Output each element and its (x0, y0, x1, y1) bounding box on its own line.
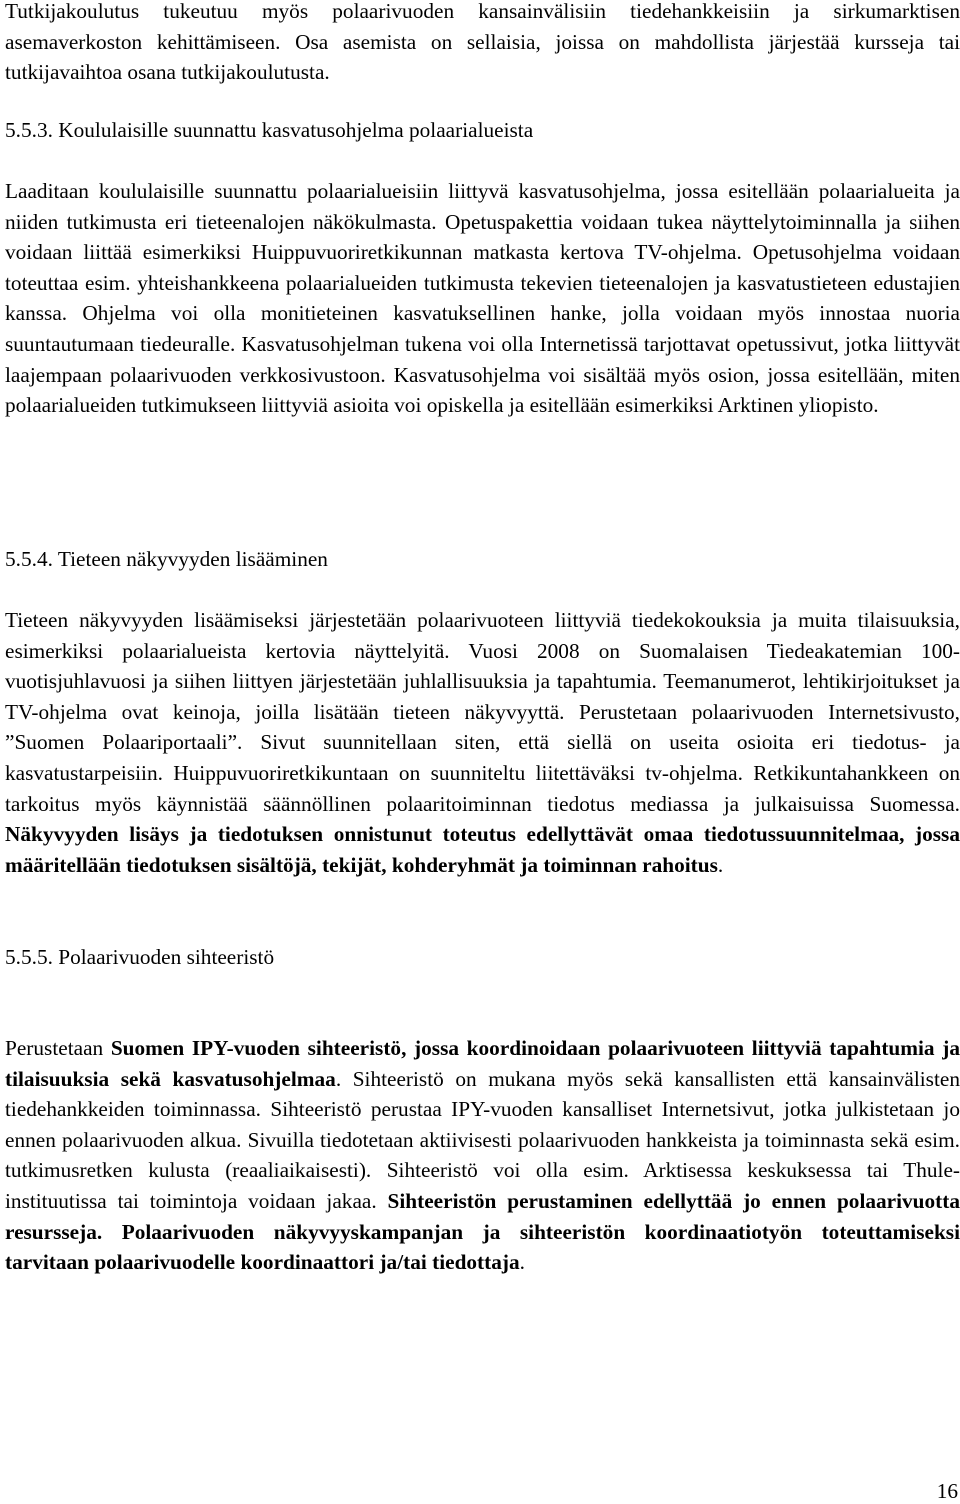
section-heading-5-5-4: 5.5.4. Tieteen näkyvyyden lisääminen (5, 547, 328, 571)
paragraph-end: . (519, 1250, 525, 1275)
section-paragraph-5-5-3: Laaditaan koululaisille suunnattu polaarialueisiin liittyvä kasvatusohjelma, jossa esitellään polaarialueita ja niiden tutkimusta eri tieteenalojen näkökulmasta. Opetuspakettia voidaan tukea näyttelytoiminnalla ja siihen voidaan liittää esimerkiksi Huippuvuoriretkikunnan matkasta kertova TV-ohjelma. Opetusohjelma voidaan toteuttaa esim. yhteishankkeena polaarialueiden tutkimusta tekevien tieteenalojen ja kasvatustieteen edustajien kanssa. Ohjelma voi olla monitieteinen kasvatuksellinen hanke, jolla voidaan myös innostaa nuoria suuntautumaan tiedeuralle. Kasvatusohjelman tukena voi olla Internetissä tarjottavat opetussivut, jotka liittyvät laajempaan polaarivuoden verkkosivustoon. Kasvatusohjelma voi sisältää myös osion, jossa esitellään, miten polaarialueiden tutkimukseen liittyviä asioita voi opiskella ja esitellään esimerkiksi Arktinen yliopisto. (5, 179, 960, 418)
page-number: 16 (936, 1479, 958, 1503)
bold-statement-2: Sihteeristön perustaminen edellyttää jo ennen polaarivuotta resursseja. Polaarivuoden näkyvyyskampanjan ja sihteeristön koordinaatiotyön toteuttamiseksi tarvitaan polaarivuodelle koordinaattori ja/tai tiedottaja (5, 1188, 960, 1275)
section-paragraph-5-5-5 (5, 1033, 960, 1278)
bold-statement-1: Suomen IPY-vuoden sihteeristö, jossa koordinoidaan polaarivuoteen liittyviä tapahtumia ja tilaisuuksia sekä kasvatusohjelmaa (5, 1036, 960, 1091)
intro-paragraph: Tutkijakoulutus tukeutuu myös polaarivuoden kansainvälisiin tiedehankkeisiin ja sirkumarktisen asemaverkoston kehittämiseen. Osa asemista on sellaisia, joissa on mahdollista järjestää kursseja tai tutkijavaihtoa osana tutkijakoulutusta. (5, 0, 960, 85)
paragraph-text-middle: . Sihteeristö on mukana myös sekä kansallisten että kansainvälisten tiedehankkeiden toiminnassa. Sihteeristö perustaa IPY-vuoden kansalliset Internetsivut, jotka julkistetaan jo ennen polaarivuoden alkua. Sivuilla tiedotetaan aktiivisesti polaarivuoden hankkeista ja toiminnasta sekä esim. tutkimusretken kulusta (reaaliaikaisesti). Sihteeristö voi olla esim. Arktisessa keskuksessa tai Thule-instituutissa tai toimintoja voidaan jakaa. (5, 1066, 960, 1213)
paragraph-end: . (717, 852, 724, 877)
section-heading-5-5-3: 5.5.3. Koululaisille suunnattu kasvatusohjelma polaarialueista (5, 118, 534, 142)
section-paragraph-5-5-4 (5, 605, 960, 880)
paragraph-text: Tieteen näkyvyyden lisäämiseksi järjestetään polaarivuoteen liittyviä tiedekokouksia ja muita tilaisuuksia, esimerkiksi polaarialueista kertovia näyttelyitä. Vuosi 2008 on Suomalaisen Tiedeakatemian 100-vuotisjuhlavuosi ja siihen liittyen järjestetään juhlallisuuksia ja tapahtumia. Teemanumerot, lehtikirjoitukset ja TV-ohjelma ovat keinoja, joilla lisätään tieteen näkyvyyttä. Perustetaan polaarivuoden Internetsivusto, ”Suomen Polaariportaali”. Sivut suunnitellaan siten, että siellä on useita osioita eri tiedotus- ja kasvatustarpeisiin. Huippuvuoriretkikuntaan on suunniteltu liitettäväksi tv-ohjelma. Retkikuntahankkeen on tarkoitus myös käynnistää säännöllinen polaaritoiminnan tiedotus mediassa ja julkaisuissa Suomessa. (5, 608, 960, 816)
paragraph-text-start: Perustetaan (5, 1036, 111, 1060)
section-heading-5-5-5: 5.5.5. Polaarivuoden sihteeristö (5, 945, 275, 969)
bold-statement: Näkyvyyden lisäys ja tiedotuksen onnistunut toteutus edellyttävät omaa tiedotussuunnitelmaa, jossa määritellään tiedotuksen sisältöjä, tekijät, kohderyhmät ja toiminnan rahoitus (5, 822, 960, 877)
